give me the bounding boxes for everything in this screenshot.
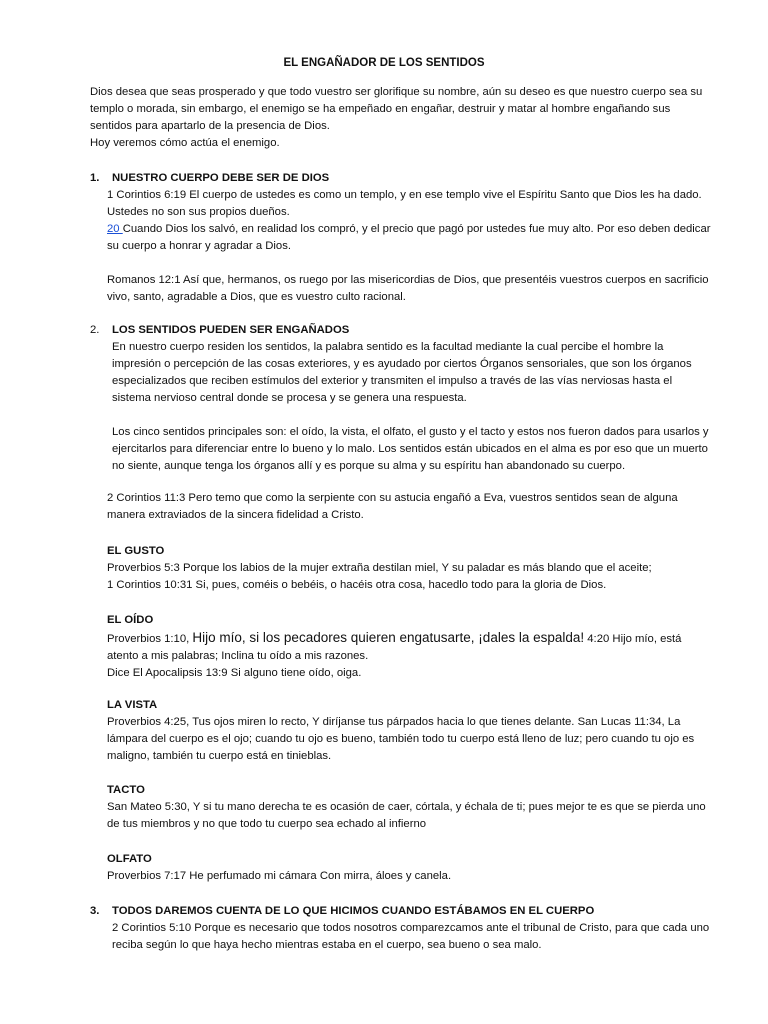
verse-link[interactable]: 20 [107, 223, 123, 235]
section-1-body [107, 187, 715, 306]
subsection-title: TACTO [107, 784, 145, 796]
verse-line: Proverbios 5:3 Porque los labios de la mujer extraña destilan miel, Y su paladar es más blando que el aceite; [107, 562, 652, 574]
section-title: NUESTRO CUERPO DEBE SER DE DIOS [112, 172, 330, 184]
section-2-heading [90, 322, 720, 339]
body-paragraph: Los cinco sentidos principales son: el oído, la vista, el olfato, el gusto y el tacto y estos nos fueron dados para usarlos y ejercitarlos para diferenciar entre lo bueno y lo malo. Los sentidos están ubicados en el alma es por eso que un muerto no siente, aunque tenga los órganos allí y es porque su alma y su espíritu han abandonado su cuerpo. [112, 426, 709, 472]
oido-section [107, 612, 715, 682]
verse-paragraph: San Mateo 5:30, Y si tu mano derecha te es ocasión de caer, córtala, y échala de ti; pues mejor te es que se pierda uno de tus miembros y no que todo tu cuerpo sea echado al infierno [107, 801, 706, 830]
verse-paragraph: 2 Corintios 5:10 Porque es necesario que todos nosotros comparezcamos ante el tribunal de Cristo, para que cada uno reciba según lo que haya hecho mientras estaba en el cuerpo, sea bueno o sea malo. [112, 922, 710, 951]
verse-paragraph [107, 221, 715, 255]
section-3-body [112, 920, 715, 954]
section-number: 1. [90, 172, 100, 184]
section-number: 3. [90, 905, 100, 917]
verse-paragraph: 2 Corintios 11:3 Pero temo que como la serpiente con su astucia engañó a Eva, vuestros sentidos sean de alguna manera extraviados de la sincera fidelidad a Cristo. [107, 492, 678, 521]
tacto-section [107, 782, 715, 833]
section-title: LOS SENTIDOS PUEDEN SER ENGAÑADOS [112, 324, 350, 336]
gusto-section [107, 543, 715, 594]
verse-paragraph: 1 Corintios 6:19 El cuerpo de ustedes es como un templo, y en ese templo vive el Espíritu Santo que Dios les ha dado. Ustedes no son sus propios dueños. [107, 189, 702, 218]
section-title: TODOS DAREMOS CUENTA DE LO QUE HICIMOS CUANDO ESTÁBAMOS EN EL CUERPO [112, 905, 595, 917]
section-number: 2. [90, 324, 100, 336]
subsection-title: LA VISTA [107, 699, 158, 711]
intro-section [90, 84, 715, 152]
verse-text: Cuando Dios los salvó, en realidad los compró, y el precio que pagó por ustedes fue muy alto. Por eso deben dedicar su cuerpo a honrar y agradar a Dios. [107, 223, 711, 252]
body-paragraph: En nuestro cuerpo residen los sentidos, la palabra sentido es la facultad mediante la cual percibe el hombre la impresión o percepción de las cosas exteriores, y es ayudado por ciertos Órganos sensoriales, que son los órganos especializados que reciben estímulos del exterior y transmiten el impulso a través de las vías nerviosas hasta el sistema nervioso central donde se procesa y se genera una respuesta. [112, 341, 692, 404]
verse-line: 1 Corintios 10:31 Si, pues, coméis o bebéis, o hacéis otra cosa, hacedlo todo para la gloria de Dios. [107, 579, 607, 591]
verse-line: Dice El Apocalipsis 13:9 Si alguno tiene oído, oiga. [107, 667, 362, 679]
verse-paragraph: Romanos 12:1 Así que, hermanos, os ruego por las misericordias de Dios, que presentéis vuestros cuerpos en sacrificio vivo, santo, agradable a Dios, que es vuestro culto racional. [107, 274, 709, 303]
subsection-title: OLFATO [107, 853, 152, 865]
vista-section [107, 697, 715, 765]
document-title: EL ENGAÑADOR DE LOS SENTIDOS [283, 57, 485, 69]
olfato-section [107, 851, 715, 885]
highlighted-verse: Hijo mío, si los pecadores quieren engatusarte, ¡dales la espalda! [192, 630, 585, 645]
subsection-title: EL OÍDO [107, 614, 154, 626]
verse-line: Proverbios 7:17 He perfumado mi cámara Con mirra, áloes y canela. [107, 870, 452, 882]
intro-paragraph: Dios desea que seas prosperado y que todo vuestro ser glorifique su nombre, aún su deseo es que nuestro cuerpo sea su templo o morada, sin embargo, el enemigo se ha empeñado en engañar, destruir y matar al hombre engañando sus sentidos para apartarlo de la presencia de Dios. [90, 86, 703, 132]
section-2-verse [107, 490, 715, 524]
section-1-heading [90, 170, 720, 187]
subsection-title: EL GUSTO [107, 545, 165, 557]
section-2-body [112, 339, 712, 475]
intro-paragraph-2: Hoy veremos cómo actúa el enemigo. [90, 137, 280, 149]
verse-line: Proverbios 1:10, Hijo mío, si los pecadores quieren engatusarte, ¡dales la espalda! 4:20 Hijo mío, está atento a mis palabras; Inclina tu oído a mis razones. [107, 630, 682, 662]
verse-paragraph: Proverbios 4:25, Tus ojos miren lo recto, Y diríjanse tus párpados hacia lo que tienes delante. San Lucas 11:34, La lámpara del cuerpo es el ojo; cuando tu ojo es bueno, también todo tu cuerpo está lleno de luz; pero cuando tu ojo es maligno, también tu cuerpo está en tinieblas. [107, 716, 695, 762]
section-3-heading [90, 903, 730, 920]
